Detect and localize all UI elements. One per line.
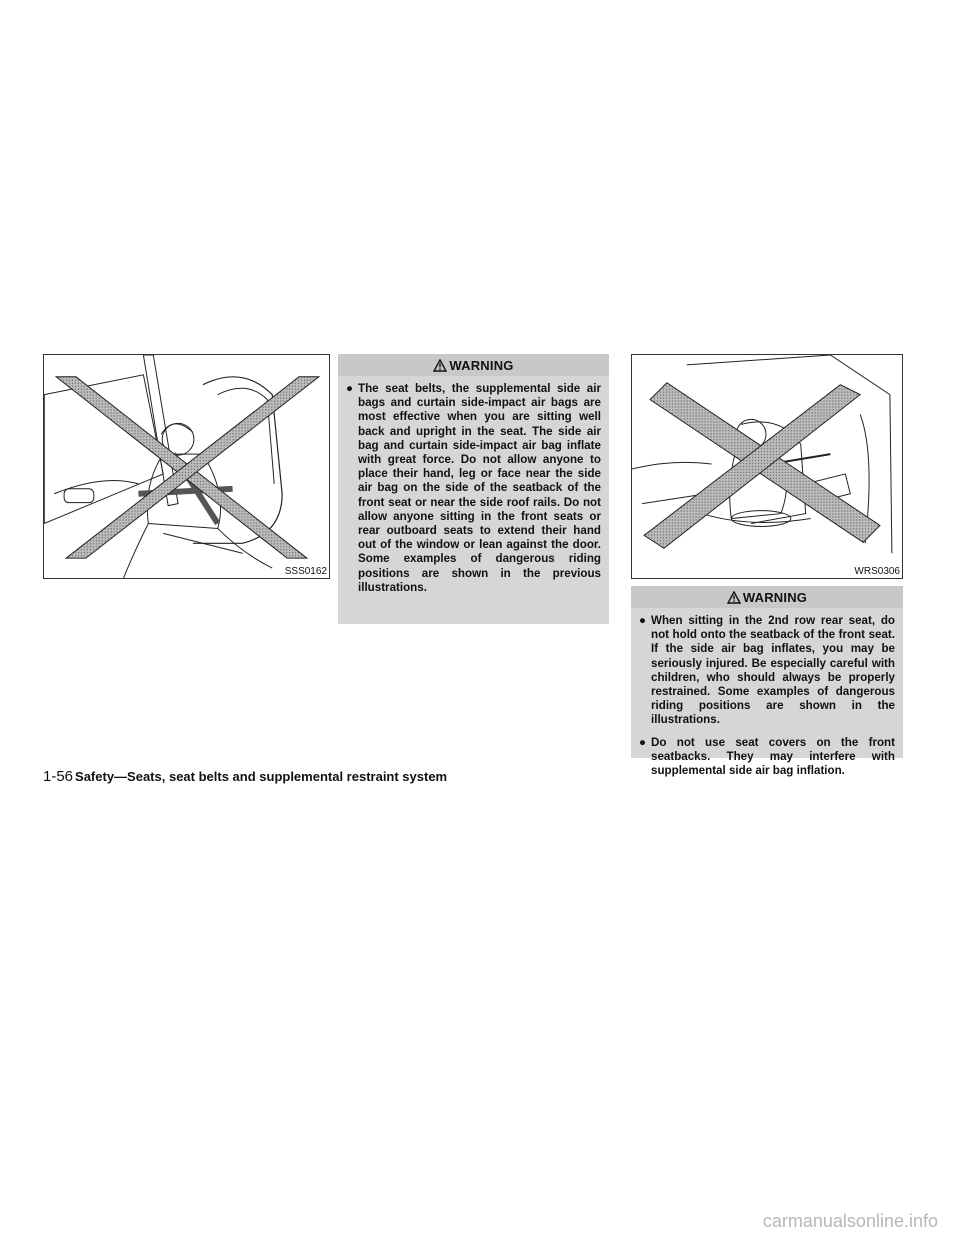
warning-header [338, 354, 609, 376]
section-title: Safety—Seats, seat belts and supplemental restraint system [75, 769, 448, 784]
figure-code: WRS0306 [854, 566, 900, 577]
warning-title: WARNING [449, 357, 514, 373]
warning-list [346, 382, 601, 595]
warning-title: WARNING [742, 589, 808, 605]
warning-item [639, 736, 895, 779]
page-number: 1-56 [43, 768, 74, 785]
warning-box [338, 354, 609, 624]
illustration-dangerous-position-rear [631, 354, 903, 579]
warning-text: When sitting in the 2nd row rear seat, do not hold onto the seatback of the front seat. If the side air bag inflates, you may be seriously injured. Be especially careful with children, who should always be properly restrained. Some examples of dangerous riding positions are shown in the illustrations. [651, 614, 895, 727]
warning-item [346, 382, 601, 595]
warning-box [631, 586, 903, 778]
warning-item [639, 614, 895, 728]
bullet-icon: ● [639, 614, 647, 627]
bullet-icon: ● [639, 735, 647, 749]
figure-code: SSS0162 [284, 566, 327, 577]
warning-text: Do not use seat covers on the front seatbacks. They may interfere with supplemental side air bag inflation. [651, 735, 895, 778]
illustration-dangerous-position-front [43, 354, 330, 579]
prohibited-cross-icon [44, 355, 329, 578]
warning-text: The seat belts, the supplemental side air bags and curtain side-impact air bags are most effective when you are sitting well back and upright in the seat. The side air bag and curtain side-impact air bag inflate with great force. Do not allow anyone to place their hand, leg or face near the side air bag on the side of the seatback of the front seat or near the side roof rails. Do not allow anyone sitting in the front seats or rear outboard seats to extend their hand out of the window or lean against the door. Some examples of dangerous riding positions are shown in the previous illustrations. [358, 382, 601, 594]
warning-triangle-icon [727, 591, 741, 604]
warning-header [631, 586, 903, 608]
warning-triangle-icon [433, 359, 447, 372]
prohibited-cross-icon [632, 355, 902, 578]
page-footer [43, 768, 447, 786]
bullet-icon: ● [346, 382, 354, 395]
watermark-link[interactable]: carmanualsonline.info [762, 1211, 938, 1231]
warning-list [639, 614, 895, 778]
